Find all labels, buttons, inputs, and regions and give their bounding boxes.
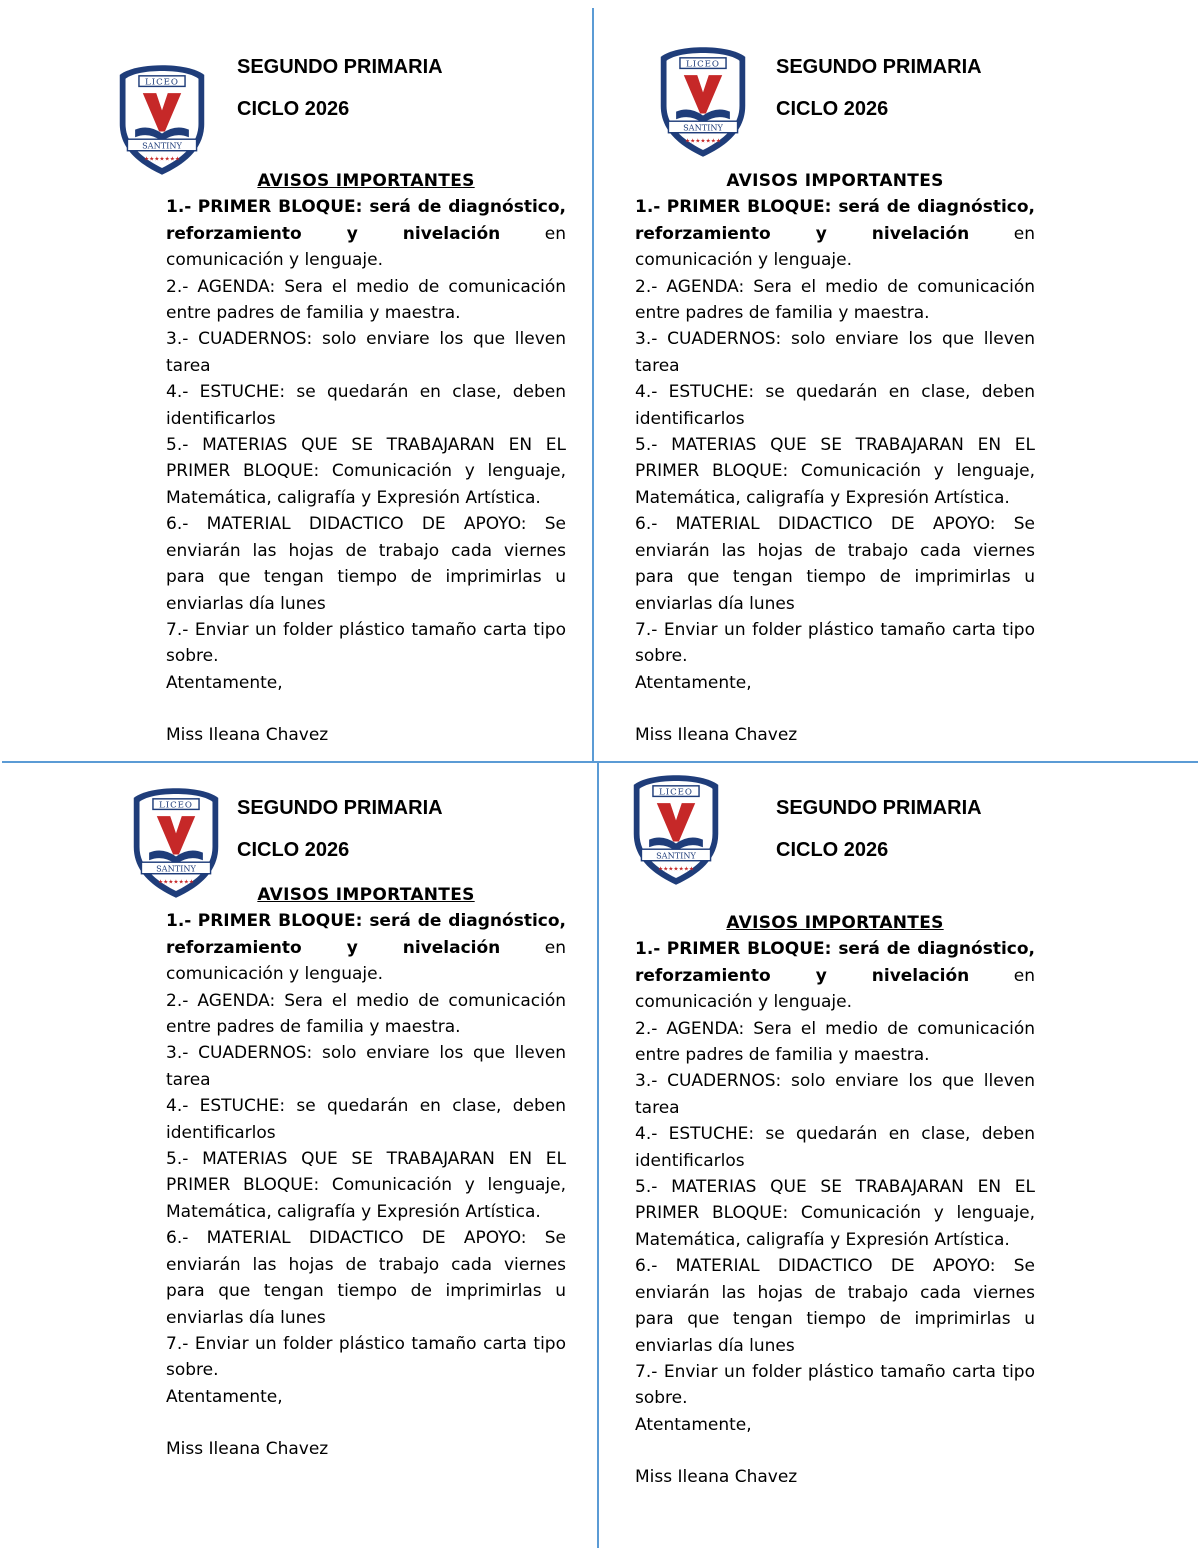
notice-body <box>635 168 1035 749</box>
signature: Miss Ileana Chavez <box>166 1439 329 1460</box>
notice-item-2: 2.- AGENDA: Sera el medio de comunicación entre padres de familia y maestra. <box>635 276 1035 324</box>
signature: Miss Ileana Chavez <box>635 1467 798 1488</box>
grade-title: SEGUNDO PRIMARIA <box>237 797 443 819</box>
grade-title: SEGUNDO PRIMARIA <box>776 56 982 78</box>
notice-item-4: 4.- ESTUCHE: se quedarán en clase, deben identificarlos <box>635 1124 1035 1171</box>
notice-item-3: 3.- CUADERNOS: solo enviare los que lleven tarea <box>635 1071 1035 1118</box>
svg-text:★★★★★★★: ★★★★★★★ <box>143 156 181 163</box>
notice-item-1: 1.- PRIMER BLOQUE: será de diagnóstico, reforzamiento y nivelación en comunicación y lenguaje. <box>635 939 1036 1013</box>
notice-item-4: 4.- ESTUCHE: se quedarán en clase, deben identificarlos <box>166 1096 566 1143</box>
vertical-cut-line-top <box>592 8 594 762</box>
notice-item-4: 4.- ESTUCHE: se quedarán en clase, deben identificarlos <box>635 382 1035 429</box>
svg-text:LICEO: LICEO <box>686 59 720 70</box>
notice-item-6: 6.- MATERIAL DIDACTICO DE APOYO: Se enviarán las hojas de trabajo cada viernes para que tengan tiempo de imprimirlas u enviarlas día lunes <box>166 1228 566 1328</box>
notice-item-7: 7.- Enviar un folder plástico tamaño carta tipo sobre. <box>635 1361 1035 1409</box>
closing: Atentamente, <box>166 1386 283 1407</box>
notices-heading: AVISOS IMPORTANTES <box>726 171 944 191</box>
notice-item-5: 5.- MATERIAS QUE SE TRABAJARAN EN EL PRIMER BLOQUE: Comunicación y lenguaje, Matemática, caligrafía y Expresión Artística. <box>166 1149 566 1222</box>
school-logo-icon <box>655 44 751 160</box>
notice-body <box>166 882 566 1463</box>
grade-title: SEGUNDO PRIMARIA <box>237 56 443 78</box>
notice-item-3: 3.- CUADERNOS: solo enviare los que lleven tarea <box>166 1043 566 1090</box>
notice-item-5: 5.- MATERIAS QUE SE TRABAJARAN EN EL PRIMER BLOQUE: Comunicación y lenguaje, Matemática, caligrafía y Expresión Artística. <box>635 1177 1035 1250</box>
cycle-title: CICLO 2026 <box>237 839 350 861</box>
closing: Atentamente, <box>635 1414 752 1435</box>
notice-item-7: 7.- Enviar un folder plástico tamaño carta tipo sobre. <box>166 1333 566 1381</box>
svg-text:LICEO: LICEO <box>145 77 179 88</box>
notice-item-1: 1.- PRIMER BLOQUE: será de diagnóstico, reforzamiento y nivelación en comunicación y lenguaje. <box>166 911 567 985</box>
notices-heading: AVISOS IMPORTANTES <box>257 885 475 905</box>
notice-item-6: 6.- MATERIAL DIDACTICO DE APOYO: Se enviarán las hojas de trabajo cada viernes para que tengan tiempo de imprimirlas u enviarlas día lunes <box>166 514 566 614</box>
notice-item-4: 4.- ESTUCHE: se quedarán en clase, deben identificarlos <box>166 382 566 429</box>
signature: Miss Ileana Chavez <box>635 725 798 746</box>
vertical-cut-line-bottom <box>597 762 599 1548</box>
notice-item-2: 2.- AGENDA: Sera el medio de comunicación entre padres de familia y maestra. <box>166 990 566 1038</box>
svg-text:★★★★★★★: ★★★★★★★ <box>657 866 695 873</box>
notices-heading: AVISOS IMPORTANTES <box>257 171 475 191</box>
svg-text:SANTINY: SANTINY <box>683 122 723 133</box>
notice-item-7: 7.- Enviar un folder plástico tamaño carta tipo sobre. <box>166 619 566 667</box>
notice-item-1: 1.- PRIMER BLOQUE: será de diagnóstico, reforzamiento y nivelación en comunicación y lenguaje. <box>166 197 567 271</box>
notice-item-6: 6.- MATERIAL DIDACTICO DE APOYO: Se enviarán las hojas de trabajo cada viernes para que tengan tiempo de imprimirlas u enviarlas día lunes <box>635 514 1035 614</box>
notice-item-5: 5.- MATERIAS QUE SE TRABAJARAN EN EL PRIMER BLOQUE: Comunicación y lenguaje, Matemática, caligrafía y Expresión Artística. <box>635 435 1035 508</box>
notice-item-6: 6.- MATERIAL DIDACTICO DE APOYO: Se enviarán las hojas de trabajo cada viernes para que tengan tiempo de imprimirlas u enviarlas día lunes <box>635 1256 1035 1356</box>
svg-text:★★★★★★★: ★★★★★★★ <box>684 138 722 145</box>
svg-text:LICEO: LICEO <box>159 800 193 811</box>
notices-heading: AVISOS IMPORTANTES <box>726 913 944 933</box>
notice-body <box>166 168 566 749</box>
horizontal-cut-line <box>2 761 1198 763</box>
signature: Miss Ileana Chavez <box>166 725 329 746</box>
svg-text:★★★★★★★: ★★★★★★★ <box>157 879 195 886</box>
notice-item-1: 1.- PRIMER BLOQUE: será de diagnóstico, reforzamiento y nivelación en comunicación y lenguaje. <box>635 197 1036 271</box>
notice-item-5: 5.- MATERIAS QUE SE TRABAJARAN EN EL PRIMER BLOQUE: Comunicación y lenguaje, Matemática, caligrafía y Expresión Artística. <box>166 435 566 508</box>
grade-title: SEGUNDO PRIMARIA <box>776 797 982 819</box>
closing: Atentamente, <box>635 672 752 693</box>
closing: Atentamente, <box>166 672 283 693</box>
svg-text:SANTINY: SANTINY <box>142 140 182 151</box>
cycle-title: CICLO 2026 <box>237 98 350 120</box>
notice-item-2: 2.- AGENDA: Sera el medio de comunicación entre padres de familia y maestra. <box>635 1018 1035 1066</box>
svg-text:LICEO: LICEO <box>659 787 693 798</box>
notice-item-7: 7.- Enviar un folder plástico tamaño carta tipo sobre. <box>635 619 1035 667</box>
notice-body <box>635 910 1035 1491</box>
cycle-title: CICLO 2026 <box>776 98 889 120</box>
notice-item-3: 3.- CUADERNOS: solo enviare los que lleven tarea <box>166 329 566 376</box>
notice-item-2: 2.- AGENDA: Sera el medio de comunicación entre padres de familia y maestra. <box>166 276 566 324</box>
school-logo-icon <box>114 62 210 178</box>
svg-text:SANTINY: SANTINY <box>156 863 196 874</box>
svg-text:SANTINY: SANTINY <box>656 850 696 861</box>
school-logo-icon <box>628 772 724 888</box>
notice-item-3: 3.- CUADERNOS: solo enviare los que lleven tarea <box>635 329 1035 376</box>
cycle-title: CICLO 2026 <box>776 839 889 861</box>
